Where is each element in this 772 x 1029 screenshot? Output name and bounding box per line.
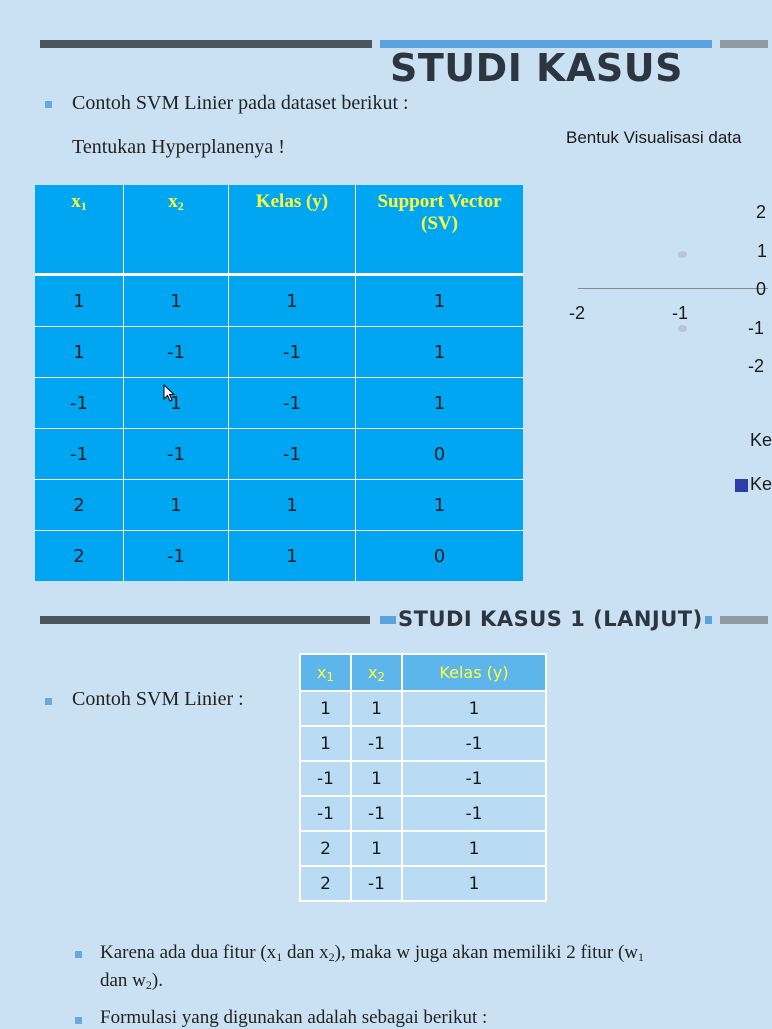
data-point	[678, 325, 687, 332]
table-cell: 2	[35, 480, 124, 531]
table-cell: -1	[124, 429, 229, 480]
slide-title: STUDI KASUS	[390, 46, 684, 90]
title-bar-dark	[40, 40, 372, 48]
table-cell: -1	[229, 429, 356, 480]
y-tick-label: 2	[756, 202, 767, 222]
table-cell: 1	[229, 275, 356, 327]
bullet-marker	[75, 1017, 82, 1024]
table-row	[35, 275, 523, 327]
table-cell: 2	[35, 531, 124, 582]
table-cell: 1	[300, 691, 351, 726]
table-cell: 1	[402, 691, 546, 726]
table-row	[300, 691, 546, 726]
table-cell: 1	[124, 378, 229, 429]
bullet-marker	[45, 698, 52, 705]
table-cell: -1	[300, 796, 351, 831]
table-cell: -1	[300, 761, 351, 796]
table-row	[300, 831, 546, 866]
note-text: Formulasi yang digunakan adalah sebagai berikut :	[100, 1007, 488, 1028]
table-row	[35, 378, 523, 429]
table-cell: -1	[229, 378, 356, 429]
table-cell: 1	[356, 378, 524, 429]
dataset-table	[299, 653, 547, 902]
note-text-continued: dan $w_2$).	[100, 970, 163, 992]
table-cell: 1	[402, 831, 546, 866]
table-cell: 1	[300, 726, 351, 761]
table-cell: -1	[124, 531, 229, 582]
table-cell: -1	[124, 327, 229, 378]
column-header-x2: $x_2$	[124, 185, 229, 275]
column-header-class: Kelas (y)	[402, 654, 546, 691]
table-cell: 1	[402, 866, 546, 901]
table-row	[35, 480, 523, 531]
table-cell: 1	[35, 275, 124, 327]
y-tick-label: 0	[756, 279, 767, 299]
y-tick-label: -1	[748, 318, 765, 338]
data-point	[678, 251, 687, 258]
legend-item: Ke	[750, 430, 772, 450]
table-row	[35, 429, 523, 480]
table-cell: 1	[356, 480, 524, 531]
bullet-marker	[75, 951, 82, 958]
instruction-text: Tentukan Hyperplanenya !	[72, 136, 285, 158]
table-cell: -1	[351, 796, 402, 831]
column-header-x1: $x_1$	[35, 185, 124, 275]
chart-x-axis	[578, 288, 768, 289]
table-cell: 1	[351, 831, 402, 866]
table-cell: -1	[402, 726, 546, 761]
title-bar-dark	[40, 616, 370, 624]
table-cell: 1	[229, 531, 356, 582]
title-bar-grey	[720, 40, 768, 48]
bullet-marker	[45, 101, 52, 108]
bullet-text: Contoh SVM Linier pada dataset berikut :	[72, 92, 409, 114]
bullet-text: Contoh SVM Linier :	[72, 688, 244, 710]
mouse-cursor-icon	[163, 384, 175, 402]
table-header-row	[35, 185, 523, 275]
table-cell: 0	[356, 531, 524, 582]
table-cell: 1	[124, 480, 229, 531]
table-row	[300, 761, 546, 796]
table-cell: -1	[351, 726, 402, 761]
table-row	[35, 327, 523, 378]
table-cell: 2	[300, 831, 351, 866]
x-tick-label: -1	[672, 303, 689, 323]
table-row	[300, 726, 546, 761]
table-cell: -1	[229, 327, 356, 378]
title-bar-grey	[720, 616, 768, 624]
table-cell: 1	[35, 327, 124, 378]
table-cell: -1	[35, 378, 124, 429]
x-tick-label: -2	[569, 303, 586, 323]
table-row	[35, 531, 523, 582]
table-cell: 2	[300, 866, 351, 901]
table-cell: 1	[356, 327, 524, 378]
column-header-x2: $x_2$	[351, 654, 402, 691]
y-tick-label: -2	[748, 356, 765, 376]
legend-marker	[735, 479, 748, 492]
dataset-table	[35, 185, 523, 581]
table-row	[300, 866, 546, 901]
table-cell: 1	[124, 275, 229, 327]
table-cell: 1	[351, 761, 402, 796]
table-cell: -1	[35, 429, 124, 480]
y-tick-label: 1	[757, 241, 768, 261]
column-header-x1: $x_1$	[300, 654, 351, 691]
slide-title: STUDI KASUS 1 (LANJUT)	[398, 607, 703, 631]
table-cell: -1	[351, 866, 402, 901]
table-cell: 1	[229, 480, 356, 531]
table-cell: 1	[351, 691, 402, 726]
table-cell: 1	[356, 275, 524, 327]
table-cell: -1	[402, 796, 546, 831]
column-header-class: Kelas (y)	[229, 185, 356, 275]
table-row	[300, 796, 546, 831]
table-cell: 0	[356, 429, 524, 480]
legend-item: Ke	[750, 474, 772, 494]
visualization-label: Bentuk Visualisasi data	[566, 128, 742, 147]
table-header-row	[300, 654, 546, 691]
note-text: Karena ada dua fitur ($x_1$ dan $x_2$), maka w juga akan memiliki 2 fitur ($w_1$	[100, 942, 645, 964]
table-cell: -1	[402, 761, 546, 796]
column-header-sv: Support Vector (SV)	[356, 185, 524, 275]
